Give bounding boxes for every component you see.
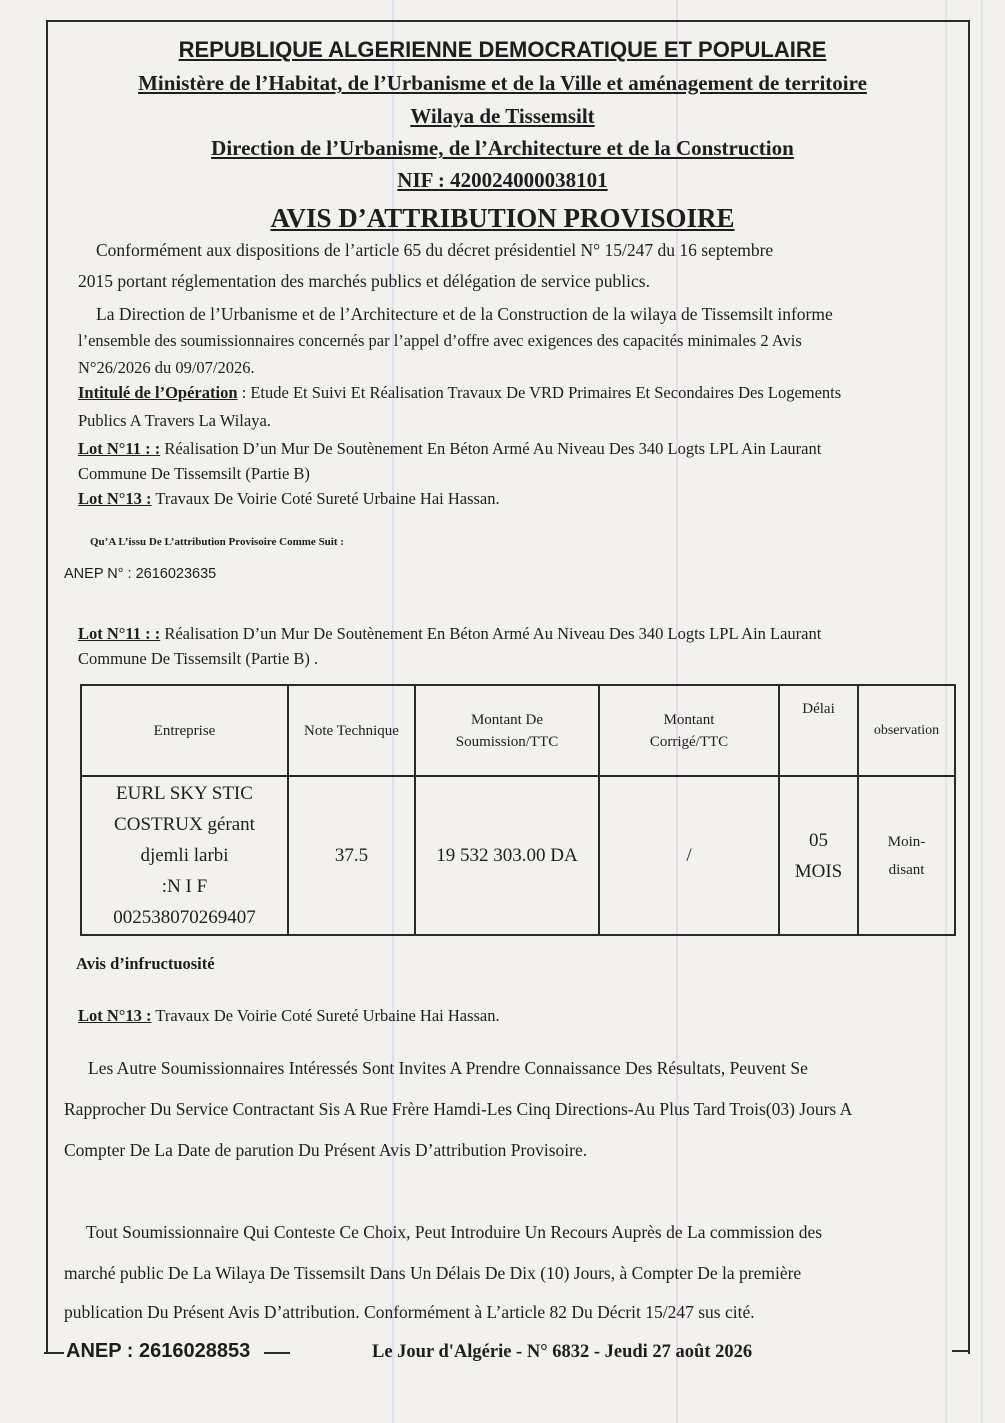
notice-title: AVIS D’ATTRIBUTION PROVISOIRE xyxy=(270,203,735,233)
operation-label: Intitulé de l’Opération xyxy=(78,383,238,402)
infructuosite-text: Travaux De Voirie Coté Sureté Urbaine Hai Hassan. xyxy=(151,1006,500,1025)
header-montant: Montant De Soumission/TTC xyxy=(415,685,599,776)
cell-entreprise: EURL SKY STIC COSTRUX gérant djemli larbi :N I F 002538070269407 xyxy=(81,776,288,935)
header-entreprise: Entreprise xyxy=(81,685,288,776)
lot13-text: Travaux De Voirie Coté Sureté Urbaine Hai Hassan. xyxy=(151,489,500,508)
cell-corrige: / xyxy=(599,776,779,935)
cell-montant: 19 532 303.00 DA xyxy=(415,776,599,935)
lot11-text: Réalisation D’un Mur De Soutènement En Béton Armé Au Niveau Des 340 Logts LPL Ain Laurant xyxy=(160,439,822,458)
lot13-label: Lot N°13 : xyxy=(78,489,152,508)
table-header-row xyxy=(81,685,955,776)
header-corrige: Montant Corrigé/TTC xyxy=(599,685,779,776)
closing-line: publication Du Présent Avis D’attribution. Conformément à L’article 82 Du Décrit 15/247 sus cité. xyxy=(64,1302,755,1322)
lot11-repeat-label: Lot N°11 : : xyxy=(78,624,161,643)
operation-line: Publics A Travers La Wilaya. xyxy=(78,411,271,430)
footer-anep: ANEP : 2616028853 xyxy=(66,1340,251,1362)
header-observation: observation xyxy=(858,685,955,776)
lot11-label: Lot N°11 : : xyxy=(78,439,161,458)
nif-heading: NIF : 420024000038101 xyxy=(397,168,608,192)
wilaya-heading: Wilaya de Tissemsilt xyxy=(410,104,595,128)
operation-text: : Etude Et Suivi Et Réalisation Travaux De VRD Primaires Et Secondaires Des Logements xyxy=(237,383,842,402)
closing-line: Rapprocher Du Service Contractant Sis A Rue Frère Hamdi-Les Cinq Directions-Au Plus Tard Trois(03) Jours A xyxy=(64,1099,853,1119)
lot13-line xyxy=(78,489,500,509)
footer-rule xyxy=(264,1352,290,1354)
header-note: Note Technique xyxy=(288,685,415,776)
operation-line xyxy=(78,383,841,403)
lot11-repeat-line xyxy=(78,624,821,644)
direction-heading: Direction de l’Urbanisme, de l’Architecture et de la Construction xyxy=(211,136,794,160)
closing-line: Les Autre Soumissionnaires Intéressés Sont Invites A Prendre Connaissance Des Résultats, Peuvent Se xyxy=(88,1058,808,1078)
cell-note: 37.5 xyxy=(288,776,415,935)
infructuosite-line xyxy=(78,1006,500,1026)
header-delai: Délai xyxy=(779,685,858,776)
footer-journal: Le Jour d'Algérie - N° 6832 - Jeudi 27 août 2026 xyxy=(372,1342,753,1362)
lot11-repeat-text: Réalisation D’un Mur De Soutènement En Béton Armé Au Niveau Des 340 Logts LPL Ain Laurant xyxy=(160,624,822,643)
intro-line: Conformément aux dispositions de l’article 65 du décret présidentiel N° 15/247 du 16 septembre xyxy=(96,240,774,260)
results-table xyxy=(80,684,956,936)
intro-line: La Direction de l’Urbanisme et de l’Architecture et de la Construction de la wilaya de Tissemsilt informe xyxy=(96,304,833,324)
closing-line: marché public De La Wilaya De Tissemsilt Dans Un Délais De Dix (10) Jours, à Compter De la première xyxy=(64,1263,802,1283)
infructuosite-label: Lot N°13 : xyxy=(78,1006,152,1025)
intro-line: N°26/2026 du 09/07/2026. xyxy=(78,358,255,377)
lot11-repeat-line: Commune De Tissemsilt (Partie B) . xyxy=(78,649,319,668)
intro-line: l’ensemble des soumissionnaires concernés par l’appel d’offre avec exigences des capacités minimales 2 Avis xyxy=(78,331,802,350)
table-row xyxy=(81,776,955,935)
footer-rule xyxy=(44,1352,64,1354)
footer-rule xyxy=(952,1350,968,1352)
republic-heading: REPUBLIQUE ALGERIENNE DEMOCRATIQUE ET POPULAIRE xyxy=(178,37,827,62)
ministry-heading: Ministère de l’Habitat, de l’Urbanisme et de la Ville et aménagement de territoire xyxy=(138,71,867,95)
lot11-line: Commune De Tissemsilt (Partie B) xyxy=(78,464,310,483)
anep-number: ANEP N° : 2616023635 xyxy=(64,566,217,582)
lot11-line xyxy=(78,439,821,459)
closing-line: Tout Soumissionnaire Qui Conteste Ce Choix, Peut Introduire Un Recours Auprès de La commission des xyxy=(86,1222,823,1242)
intro-line: 2015 portant réglementation des marchés publics et délégation de service publics. xyxy=(78,271,650,291)
cell-delai: 05 MOIS xyxy=(779,776,858,935)
infructuosite-title: Avis d’infructuosité xyxy=(76,954,215,973)
closing-line: Compter De La Date de parution Du Présent Avis D’attribution Provisoire. xyxy=(64,1140,588,1160)
cell-observation: Moin- disant xyxy=(858,776,955,935)
issue-line: Qu’A L’issu De L’attribution Provisoire Comme Suit : xyxy=(90,536,344,548)
